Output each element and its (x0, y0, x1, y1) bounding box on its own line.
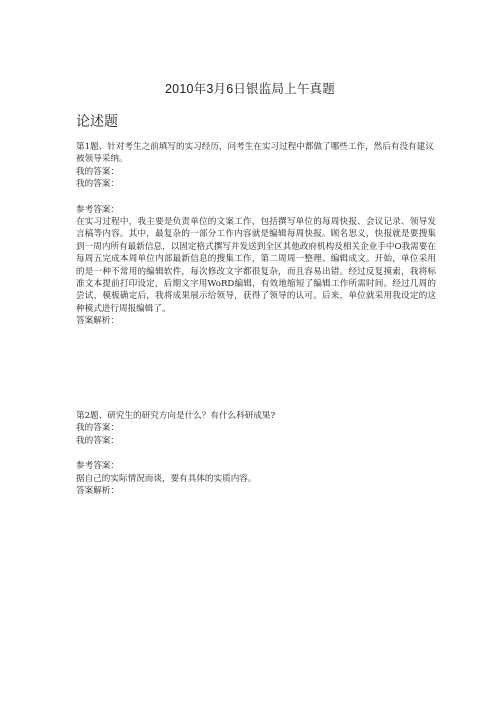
reference-answer-text: 据自己的实际情况而谈，要有具体的实质内容。 (76, 473, 257, 484)
my-answer-label: 我的答案： (76, 423, 119, 434)
spacer (76, 447, 436, 460)
question-block-2 (76, 410, 436, 497)
reference-answer-label: 参考答案： (76, 461, 119, 472)
question-prompt: 第1题、针对考生之前填写的实习经历，问考生在实习过程中都做了哪些工作，然后有没有建议被领导采纳。 (76, 142, 434, 165)
question-block-1 (76, 141, 436, 328)
my-answer-label: 我的答案： (76, 179, 119, 190)
question-prompt: 第2题、研究生的研究方向是什么？有什么科研成果? (76, 411, 276, 421)
reference-answer-text: 在实习过程中，我主要是负责单位的文案工作，包括撰写单位的每周快报、会议记录、领导发言稿等内容。其中，最复杂的一部分工作内容就是编辑每周快报。顾名思义，快报就是要搜集到一周内所有最新信息，以固定格式撰写并发送到全区其他政府机构及相关企业手中O我需要在每周五完成本周单位内部最新信息的搜集工作，第二周周一整理、编辑成文。开始，单位采用的是一种不常用的编辑软件，每次修改文字都很复杂，而且容易出错。经过反复摸索，我将标准文本提前打印设定，后期文字用WoRD编辑，有效地缩短了编辑工作所需时间。经过几周的尝试，模板确定后，我将成果展示给领导，获得了领导的认可。后来，单位就采用我设定的这种模式进行周报编辑了。 (76, 217, 436, 314)
answer-analysis-label: 答案解析： (76, 316, 119, 327)
my-answer-label: 我的答案： (76, 435, 119, 446)
page-title: 2010年3月6日银监局上午真题 (165, 82, 335, 96)
section-heading: 论述题 (76, 113, 118, 129)
my-answer-label: 我的答案： (76, 166, 119, 177)
spacer (76, 191, 436, 204)
reference-answer-label: 参考答案： (76, 204, 119, 215)
answer-analysis-label: 答案解析： (76, 486, 119, 497)
